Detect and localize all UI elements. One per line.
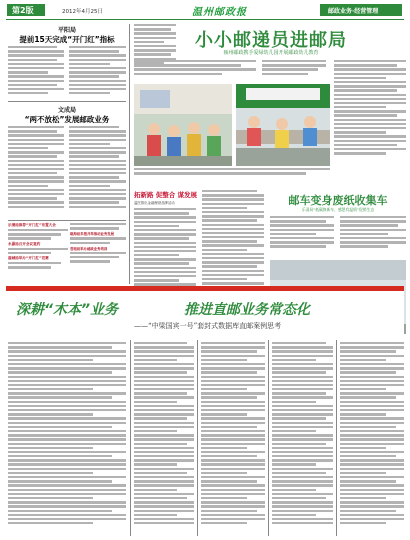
article-body [8, 126, 64, 218]
bottom-column [201, 342, 265, 536]
column-rule [130, 340, 131, 536]
banner-swoosh [6, 287, 404, 291]
masthead: 温州邮政报 [192, 7, 247, 18]
bottom-column [134, 342, 194, 536]
feature-headline: 小小邮递员进邮局 [195, 30, 347, 51]
column-rule [336, 340, 337, 536]
brief-title: 鹿城局举办“开门红”竞赛 [8, 255, 49, 260]
article-kicker: 文成局 [57, 107, 76, 114]
bottom-column [8, 342, 126, 536]
article-body [270, 216, 334, 256]
article-subtitle: 乐清局“低碳换新车，感恩有温情”促销生态 [301, 207, 375, 212]
header-rule [6, 19, 404, 20]
page-header [0, 0, 410, 20]
bottom-column [272, 342, 333, 536]
brief-title: 乐清局推荐“开门红”布置大会 [8, 223, 56, 227]
column-rule [129, 24, 130, 284]
briefs-column [70, 223, 126, 283]
article-divider [8, 101, 126, 102]
left-column [8, 24, 126, 284]
post-office-counter-photo [236, 84, 330, 166]
article-headline: “两不放松”发展邮政业务 [24, 115, 110, 124]
feature-banner [6, 286, 404, 339]
brief-title: 苍南局举办邮政业务培训 [70, 246, 108, 251]
article-headline: 邮车变身废纸收集车 [288, 194, 388, 207]
banner-headline-a: 深耕“木本”业务 [16, 302, 119, 318]
banner-headline-b: 推进直邮业务常态化 [184, 302, 310, 318]
article-body [334, 60, 406, 170]
bottom-column [340, 342, 404, 536]
photo-caption [134, 168, 330, 180]
brief-title: 瓯海局多措并举推动业务发展 [70, 232, 115, 237]
article-body [8, 46, 64, 98]
brief-title: 永嘉局召开会议签约 [8, 241, 41, 246]
section-box-title: 拓新路 促整合 谋发展 [134, 191, 198, 199]
issue-date: 2012年4月25日 [62, 9, 103, 15]
children-visit-photo [134, 84, 232, 166]
page-number: 第2版 [12, 6, 34, 15]
banner-subtitle: ——“中梁国宾一号”套封式数据库直邮案例思考 [134, 322, 282, 330]
article-body [69, 46, 126, 98]
article-body [262, 60, 326, 82]
article-headline: 提前15天完成“开门红”指标 [19, 35, 115, 44]
column-rule [197, 340, 198, 536]
section-name: 邮政业务·经营管理 [328, 8, 379, 15]
briefs-column [8, 223, 68, 283]
section-box-subtitle: 温医推出金融理财品牌活动 [134, 201, 175, 205]
article-body [340, 216, 406, 256]
column-rule [268, 340, 269, 536]
feature-article [134, 24, 406, 184]
article-kicker: 平阳局 [57, 27, 76, 34]
article-divider [8, 220, 126, 221]
feature-subtitle: 瓯州邮政携手爱绿幼儿园开展邮政幼儿教育 [223, 50, 319, 56]
article-body [134, 60, 256, 82]
article-body [69, 126, 126, 218]
